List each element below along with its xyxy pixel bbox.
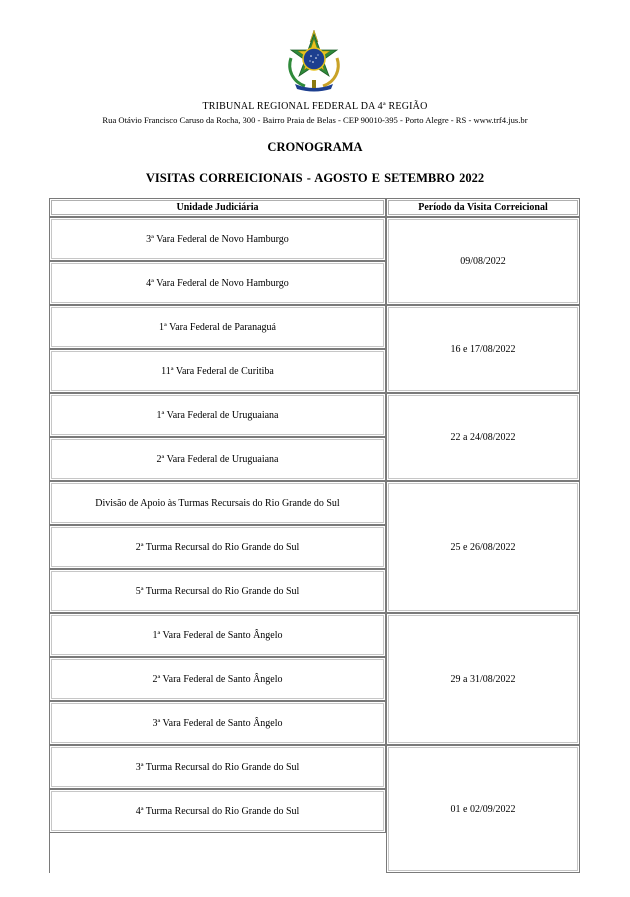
- period-cell: 22 a 24/08/2022: [386, 393, 580, 481]
- unit-cell: 2ª Vara Federal de Uruguaiana: [49, 437, 386, 481]
- period-cell: 29 a 31/08/2022: [386, 613, 580, 745]
- period-cell: 16 e 17/08/2022: [386, 305, 580, 393]
- header-period: Período da Visita Correicional: [386, 198, 580, 217]
- table-border-stub: [49, 833, 50, 873]
- period-cell: 01 e 02/09/2022: [386, 745, 580, 873]
- unit-cell: 3ª Turma Recursal do Rio Grande do Sul: [49, 745, 386, 789]
- unit-cell: 4ª Turma Recursal do Rio Grande do Sul: [49, 789, 386, 833]
- unit-cell: 1ª Vara Federal de Paranaguá: [49, 305, 386, 349]
- header-unit: Unidade Judiciária: [49, 198, 386, 217]
- schedule-table: [49, 198, 580, 878]
- unit-cell: 3ª Vara Federal de Santo Ângelo: [49, 701, 386, 745]
- unit-cell: 4ª Vara Federal de Novo Hamburgo: [49, 261, 386, 305]
- institution-address: Rua Otávio Francisco Caruso da Rocha, 300 - Bairro Praia de Belas - CEP 90010-395 - Porto Alegre - RS - www.trf4.jus.br: [102, 115, 528, 125]
- unit-cell: 11ª Vara Federal de Curitiba: [49, 349, 386, 393]
- unit-cell: 3ª Vara Federal de Novo Hamburgo: [49, 217, 386, 261]
- institution-name: TRIBUNAL REGIONAL FEDERAL DA 4ª REGIÃO: [202, 101, 428, 112]
- unit-cell: 2ª Vara Federal de Santo Ângelo: [49, 657, 386, 701]
- period-cell: 25 e 26/08/2022: [386, 481, 580, 613]
- unit-cell: 5ª Turma Recursal do Rio Grande do Sul: [49, 569, 386, 613]
- unit-cell: 2ª Turma Recursal do Rio Grande do Sul: [49, 525, 386, 569]
- unit-cell: Divisão de Apoio às Turmas Recursais do Rio Grande do Sul: [49, 481, 386, 525]
- period-cell: 09/08/2022: [386, 217, 580, 305]
- document-title: CRONOGRAMA: [267, 140, 363, 154]
- unit-cell: 1ª Vara Federal de Santo Ângelo: [49, 613, 386, 657]
- document-subtitle: VISITAS CORREICIONAIS - AGOSTO E SETEMBRO 2022: [145, 171, 485, 185]
- coat-of-arms-emblem: [281, 28, 347, 94]
- unit-cell: 1ª Vara Federal de Uruguaiana: [49, 393, 386, 437]
